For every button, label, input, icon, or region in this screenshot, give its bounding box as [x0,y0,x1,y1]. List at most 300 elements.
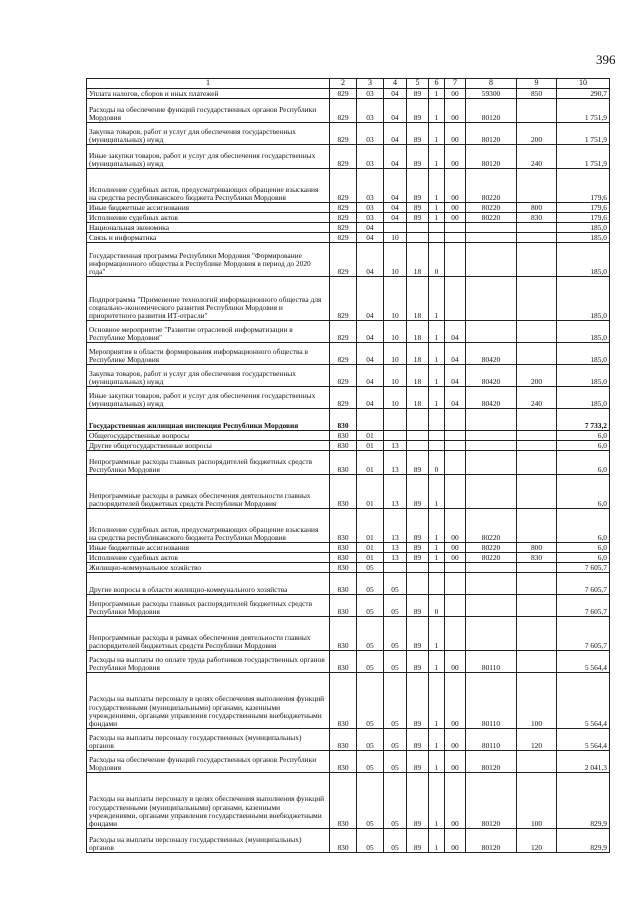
code-cell: 05 [384,573,407,595]
code-cell: 18 [407,321,429,343]
column-header: 3 [357,79,384,89]
code-cell: 01 [357,431,384,441]
row-name-cell: Связь и информатика [87,233,330,243]
row-name-cell: Исполнение судебных актов, предусматривающих обращение взыскания на средства республиканского бюджета Республики Мордовия [87,509,330,543]
column-header: 1 [87,79,330,89]
column-header: 5 [407,79,429,89]
column-header: 8 [466,79,517,89]
code-cell: 05 [357,673,384,729]
code-cell: 04 [445,343,466,365]
amount-cell: 6,0 [557,451,610,475]
code-cell: 89 [407,651,429,673]
code-cell [445,451,466,475]
code-cell: 829 [330,145,357,169]
code-cell: 13 [384,509,407,543]
code-cell: 01 [357,509,384,543]
code-cell: 80120 [466,751,517,773]
code-cell: 05 [357,729,384,751]
amount-cell: 7 605,7 [557,617,610,651]
code-cell: 00 [445,651,466,673]
code-cell [517,409,557,431]
code-cell: 00 [445,123,466,145]
code-cell: 1 [429,145,445,169]
code-cell: 830 [330,729,357,751]
row-name-cell: Расходы на выплаты по оплате труда работников государственных органов Республики Мордовия [87,651,330,673]
code-cell: 829 [330,99,357,123]
row-name-cell: Другие вопросы в области жилищно-коммунального хозяйства [87,573,330,595]
code-cell: 04 [445,321,466,343]
code-cell [466,617,517,651]
table-header-row [87,79,610,89]
code-cell: 830 [330,553,357,563]
amount-cell: 6,0 [557,543,610,553]
row-name-cell: Расходы на выплаты персоналу в целях обеспечения выполнения функций государственными (муниципальными) органами, казенными учреждениями, органами управления государственными внебюджетными фондами [87,673,330,729]
table-row [87,829,610,853]
code-cell: 01 [357,441,384,451]
amount-cell: 185,0 [557,343,610,365]
amount-cell: 185,0 [557,387,610,409]
table-row [87,573,610,595]
code-cell: 00 [445,213,466,223]
code-cell: 829 [330,89,357,99]
code-cell: 05 [384,773,407,829]
amount-cell: 185,0 [557,321,610,343]
code-cell [445,441,466,451]
row-name-cell: Уплата налогов, сборов и иных платежей [87,89,330,99]
code-cell: 18 [407,387,429,409]
code-cell: 03 [357,169,384,203]
code-cell: 830 [330,509,357,543]
code-cell: 830 [517,213,557,223]
code-cell: 03 [357,99,384,123]
code-cell: 850 [517,89,557,99]
amount-cell: 7 733,2 [557,409,610,431]
code-cell: 00 [445,509,466,543]
code-cell: 120 [517,829,557,853]
row-name-cell: Исполнение судебных актов, предусматривающих обращение взыскания на средства республиканского бюджета Республики Мордовия [87,169,330,203]
amount-cell: 5 564,4 [557,673,610,729]
code-cell: 100 [517,673,557,729]
code-cell: 830 [330,409,357,431]
amount-cell: 7 605,7 [557,595,610,617]
code-cell: 80120 [466,773,517,829]
column-header: 2 [330,79,357,89]
code-cell [466,475,517,509]
code-cell: 01 [357,553,384,563]
code-cell [517,509,557,543]
row-name-cell: Национальная экономика [87,223,330,233]
code-cell: 00 [445,673,466,729]
code-cell: 80120 [466,145,517,169]
code-cell: 05 [384,617,407,651]
column-header: 10 [557,79,610,89]
row-name-cell: Иные закупки товаров, работ и услуг для обеспечения государственных (муниципальных) нужд [87,145,330,169]
code-cell: 18 [407,343,429,365]
code-cell [429,563,445,573]
code-cell [407,563,429,573]
code-cell [517,441,557,451]
amount-cell: 6,0 [557,475,610,509]
table-row [87,595,610,617]
code-cell: 10 [384,387,407,409]
code-cell: 13 [384,553,407,563]
row-name-cell: Подпрограмма "Применение технологий информационного общества для социально-экономического развития Республики Мордовия и приоритетного развития ИТ-отрасли" [87,277,330,321]
code-cell: 89 [407,169,429,203]
code-cell [517,475,557,509]
code-cell: 1 [429,343,445,365]
code-cell: 1 [429,729,445,751]
code-cell: 13 [384,475,407,509]
code-cell [445,233,466,243]
code-cell: 830 [330,773,357,829]
table-row [87,751,610,773]
code-cell: 100 [517,773,557,829]
code-cell [445,431,466,441]
code-cell: 80120 [466,123,517,145]
amount-cell: 179,6 [557,213,610,223]
code-cell: 0 [429,243,445,277]
code-cell: 80220 [466,553,517,563]
code-cell: 830 [330,829,357,853]
code-cell: 1 [429,203,445,213]
code-cell: 00 [445,145,466,169]
code-cell: 830 [330,651,357,673]
table-row [87,365,610,387]
code-cell [429,409,445,431]
row-name-cell: Государственная программа Республики Мордовия "Формирование информационного общества в Республике Мордовия в период до 2020 года" [87,243,330,277]
code-cell: 13 [384,441,407,451]
code-cell: 04 [357,387,384,409]
code-cell: 89 [407,543,429,553]
code-cell: 89 [407,729,429,751]
column-header: 4 [384,79,407,89]
code-cell [517,343,557,365]
row-name-cell: Закупка товаров, работ и услуг для обеспечения государственных (муниципальных) нужд [87,123,330,145]
row-name-cell: Иные закупки товаров, работ и услуг для обеспечения государственных (муниципальных) нужд [87,387,330,409]
code-cell [517,651,557,673]
code-cell: 03 [357,89,384,99]
code-cell [384,431,407,441]
code-cell: 10 [384,243,407,277]
row-name-cell: Расходы на выплаты персоналу государственных (муниципальных) органов [87,729,330,751]
table-row [87,475,610,509]
code-cell: 03 [357,203,384,213]
code-cell: 829 [330,223,357,233]
table-row [87,243,610,277]
code-cell: 89 [407,595,429,617]
code-cell: 05 [357,595,384,617]
code-cell: 05 [357,651,384,673]
amount-cell: 7 605,7 [557,563,610,573]
code-cell [466,321,517,343]
code-cell: 830 [330,543,357,553]
code-cell [466,441,517,451]
amount-cell: 185,0 [557,233,610,243]
row-name-cell: Государственная жилищная инспекция Республики Мордовия [87,409,330,431]
amount-cell: 2 041,3 [557,751,610,773]
table-row [87,145,610,169]
code-cell [517,595,557,617]
code-cell [466,595,517,617]
code-cell: 05 [357,617,384,651]
code-cell: 1 [429,651,445,673]
amount-cell: 1 751,9 [557,145,610,169]
code-cell: 80220 [466,509,517,543]
code-cell [429,223,445,233]
code-cell [445,409,466,431]
row-name-cell: Иные бюджетные ассигнования [87,203,330,213]
code-cell: 89 [407,617,429,651]
code-cell: 800 [517,203,557,213]
amount-cell: 290,7 [557,89,610,99]
row-name-cell: Непрограммные расходы главных распорядителей бюджетных средств Республики Мордовия [87,595,330,617]
code-cell [517,169,557,203]
code-cell: 04 [445,365,466,387]
row-name-cell: Исполнение судебных актов [87,553,330,563]
code-cell: 05 [384,729,407,751]
code-cell: 80220 [466,543,517,553]
code-cell: 1 [429,387,445,409]
code-cell: 830 [330,617,357,651]
code-cell: 800 [517,543,557,553]
code-cell [466,573,517,595]
amount-cell: 179,6 [557,203,610,213]
code-cell: 13 [384,543,407,553]
code-cell [466,409,517,431]
code-cell: 05 [384,829,407,853]
code-cell: 1 [429,475,445,509]
code-cell: 89 [407,213,429,223]
code-cell [429,441,445,451]
code-cell [407,233,429,243]
code-cell: 80110 [466,673,517,729]
table-row [87,431,610,441]
code-cell: 200 [517,365,557,387]
code-cell: 1 [429,321,445,343]
column-header: 7 [445,79,466,89]
code-cell [517,277,557,321]
code-cell: 18 [407,277,429,321]
code-cell: 829 [330,365,357,387]
code-cell: 830 [330,673,357,729]
row-name-cell: Непрограммные расходы в рамках обеспечения деятельности главных распорядителей бюджетных средств Республики Мордовия [87,617,330,651]
table-row [87,387,610,409]
row-name-cell: Расходы на обеспечение функций государственных органов Республики Мордовия [87,99,330,123]
code-cell: 830 [330,595,357,617]
code-cell: 829 [330,277,357,321]
column-header: 9 [517,79,557,89]
table-row [87,213,610,223]
row-name-cell: Мероприятия в области формирования информационного общества в Республике Мордовия [87,343,330,365]
code-cell: 80110 [466,729,517,751]
code-cell: 00 [445,553,466,563]
code-cell [466,223,517,233]
amount-cell: 7 605,7 [557,573,610,595]
code-cell: 830 [330,751,357,773]
code-cell: 05 [384,673,407,729]
code-cell: 1 [429,169,445,203]
code-cell: 240 [517,387,557,409]
code-cell: 04 [357,223,384,233]
table-row [87,563,610,573]
code-cell: 240 [517,145,557,169]
code-cell: 1 [429,543,445,553]
code-cell: 05 [384,595,407,617]
code-cell: 89 [407,145,429,169]
code-cell: 89 [407,509,429,543]
amount-cell: 5 564,4 [557,729,610,751]
code-cell [407,441,429,451]
amount-cell: 1 751,9 [557,99,610,123]
code-cell: 80420 [466,365,517,387]
code-cell: 80220 [466,203,517,213]
table-row [87,277,610,321]
code-cell [466,431,517,441]
code-cell: 1 [429,553,445,563]
code-cell: 829 [330,213,357,223]
code-cell [407,409,429,431]
row-name-cell: Непрограммные расходы в рамках обеспечения деятельности главных распорядителей бюджетных средств Республики Мордовия [87,475,330,509]
code-cell: 0 [429,451,445,475]
amount-cell: 6,0 [557,553,610,563]
code-cell: 04 [384,203,407,213]
table-row [87,553,610,563]
code-cell: 829 [330,169,357,203]
code-cell: 00 [445,829,466,853]
code-cell: 04 [384,123,407,145]
code-cell: 1 [429,99,445,123]
code-cell [429,233,445,243]
code-cell [384,223,407,233]
code-cell: 89 [407,773,429,829]
table-row [87,99,610,123]
code-cell: 80220 [466,213,517,223]
code-cell: 05 [384,751,407,773]
table-row [87,223,610,233]
code-cell: 10 [384,365,407,387]
amount-cell: 6,0 [557,441,610,451]
code-cell: 829 [330,387,357,409]
table-row [87,441,610,451]
code-cell: 829 [330,203,357,213]
code-cell [466,277,517,321]
code-cell: 120 [517,729,557,751]
code-cell: 05 [357,829,384,853]
code-cell: 1 [429,773,445,829]
code-cell: 05 [357,751,384,773]
code-cell: 10 [384,343,407,365]
code-cell: 04 [357,365,384,387]
amount-cell: 6,0 [557,431,610,441]
amount-cell: 6,0 [557,509,610,543]
code-cell [429,431,445,441]
table-row [87,409,610,431]
code-cell: 829 [330,123,357,145]
code-cell: 1 [429,89,445,99]
code-cell: 89 [407,553,429,563]
code-cell: 03 [357,145,384,169]
code-cell: 00 [445,169,466,203]
code-cell: 01 [357,475,384,509]
code-cell: 89 [407,203,429,213]
table-row [87,617,610,651]
code-cell [445,243,466,277]
code-cell: 05 [357,573,384,595]
code-cell: 03 [357,123,384,145]
code-cell: 04 [384,213,407,223]
code-cell: 00 [445,773,466,829]
code-cell: 00 [445,729,466,751]
code-cell: 89 [407,751,429,773]
amount-cell: 185,0 [557,223,610,233]
code-cell: 01 [357,543,384,553]
code-cell: 1 [429,751,445,773]
code-cell: 05 [357,773,384,829]
code-cell: 00 [445,751,466,773]
column-header: 6 [429,79,445,89]
page-number: 396 [596,52,616,67]
amount-cell: 829,9 [557,773,610,829]
row-name-cell: Непрограммные расходы главных распорядителей бюджетных средств Республики Мордовия [87,451,330,475]
code-cell [517,617,557,651]
code-cell [466,243,517,277]
table-row [87,321,610,343]
code-cell: 04 [357,243,384,277]
table-row [87,169,610,203]
code-cell: 829 [330,321,357,343]
code-cell [517,321,557,343]
code-cell: 10 [384,321,407,343]
code-cell: 04 [357,343,384,365]
code-cell: 80120 [466,829,517,853]
code-cell: 18 [407,365,429,387]
code-cell: 04 [384,99,407,123]
code-cell [517,563,557,573]
code-cell [517,431,557,441]
code-cell [466,233,517,243]
code-cell: 830 [330,563,357,573]
code-cell [357,409,384,431]
code-cell: 10 [384,277,407,321]
code-cell: 05 [357,563,384,573]
code-cell: 80110 [466,651,517,673]
table-row [87,451,610,475]
code-cell [517,223,557,233]
code-cell: 89 [407,89,429,99]
code-cell: 1 [429,509,445,543]
code-cell: 89 [407,475,429,509]
code-cell [445,573,466,595]
code-cell [466,563,517,573]
code-cell [517,233,557,243]
code-cell: 13 [384,451,407,475]
code-cell: 04 [357,233,384,243]
code-cell: 03 [357,213,384,223]
row-name-cell: Жилищно-коммунальное хозяйство [87,563,330,573]
code-cell: 04 [445,387,466,409]
table-row [87,673,610,729]
code-cell [407,223,429,233]
code-cell: 10 [384,233,407,243]
code-cell: 00 [445,89,466,99]
code-cell [466,451,517,475]
table-row [87,509,610,543]
code-cell: 80120 [466,99,517,123]
row-name-cell: Иные бюджетные ассигнования [87,543,330,553]
code-cell: 1 [429,213,445,223]
code-cell: 200 [517,123,557,145]
code-cell [445,277,466,321]
